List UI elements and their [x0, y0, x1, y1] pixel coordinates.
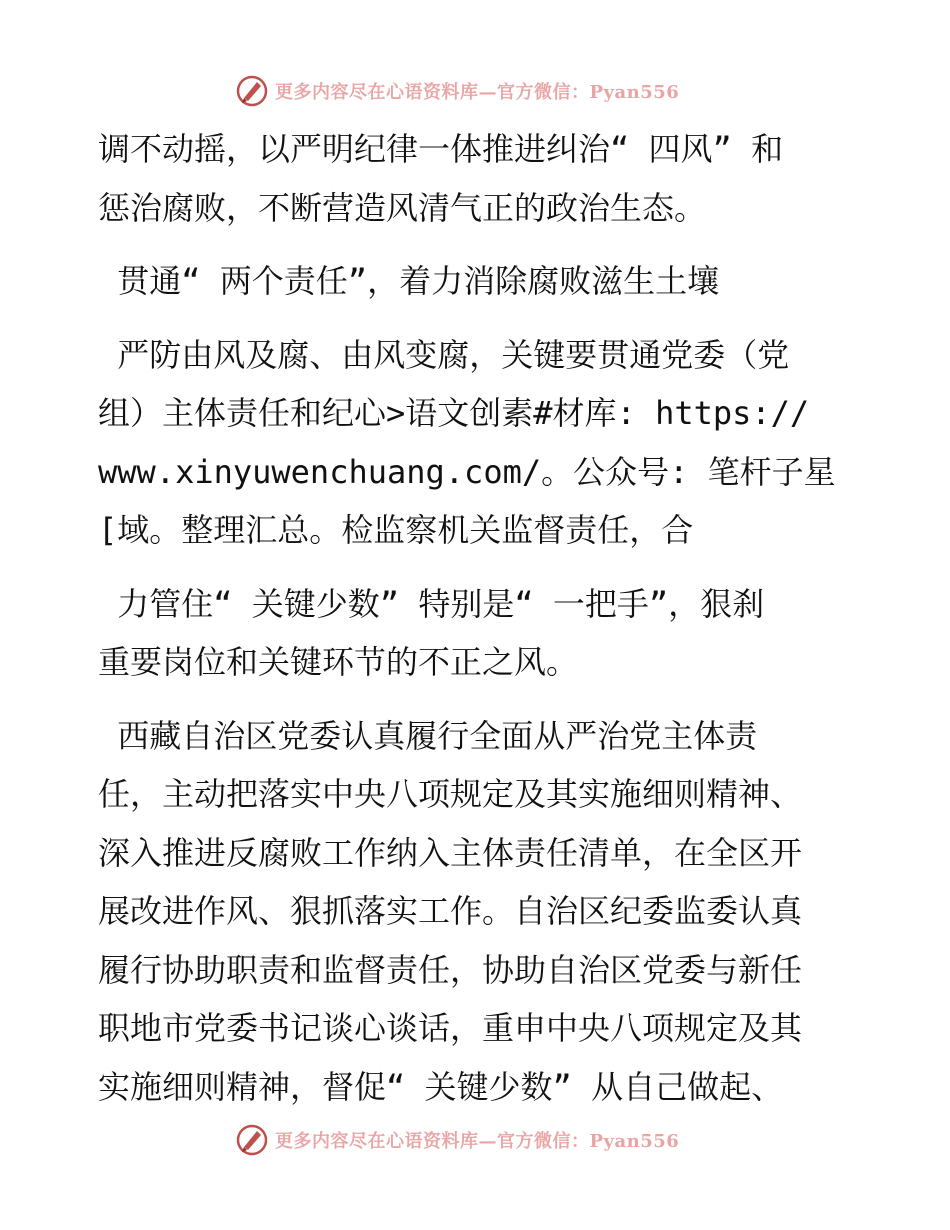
- paragraph-gap: [98, 311, 858, 326]
- document-body: [98, 120, 858, 1116]
- paragraph-gap: [98, 237, 858, 252]
- text-line: 实施细则精神，督促“ 关键少数” 从自己做起、: [98, 1067, 784, 1106]
- pen-logo-icon: [235, 74, 269, 108]
- text-line: www.xinyuwenchuang.com/。公众号: 笔杆子星: [98, 452, 836, 491]
- header-banner: [235, 73, 715, 109]
- text-line: 重要岗位和关键环节的不正之风。: [98, 643, 579, 681]
- text-line: 严防由风及腐、由风变腐，关键要贯通党委（党: [98, 335, 790, 374]
- paragraph-gap: [98, 692, 858, 707]
- text-line: 职地市党委书记谈心谈话，重申中央八项规定及其: [98, 1009, 803, 1047]
- paragraph-gap: [98, 560, 858, 575]
- text-line: 西藏自治区党委认真履行全面从严治党主体责: [98, 716, 758, 755]
- text-line: 惩治腐败，不断营造风清气正的政治生态。: [98, 188, 707, 227]
- pen-logo-icon: [235, 1123, 269, 1157]
- text-line: 力管住“ 关键少数” 特别是“ 一把手”，狠刹: [98, 584, 765, 623]
- text-line: 调不动摇，以严明纪律一体推进纠治“ 四风” 和: [98, 130, 784, 168]
- text-line: [域。整理汇总。检监察机关监督责任，合: [98, 511, 694, 549]
- section-heading: 贯通“ 两个责任”，着力消除腐败滋生土壤: [98, 262, 720, 300]
- footer-banner: [235, 1122, 715, 1158]
- text-line: 履行协助职责和监督责任，协助自治区党委与新任: [98, 950, 803, 989]
- text-line: 任，主动把落实中央八项规定及其实施细则精神、: [98, 775, 803, 813]
- text-line: 深入推进反腐败工作纳入主体责任清单，在全区开: [98, 833, 803, 872]
- text-line: 展改进作风、狠抓落实工作。自治区纪委监委认真: [98, 892, 803, 930]
- banner-text: 更多内容尽在心语资料库—官方微信：Pyan556: [275, 82, 680, 103]
- banner-text: 更多内容尽在心语资料库—官方微信：Pyan556: [275, 1131, 680, 1152]
- text-line: 组）主体责任和纪心>语文创素#材库: https://: [98, 394, 810, 432]
